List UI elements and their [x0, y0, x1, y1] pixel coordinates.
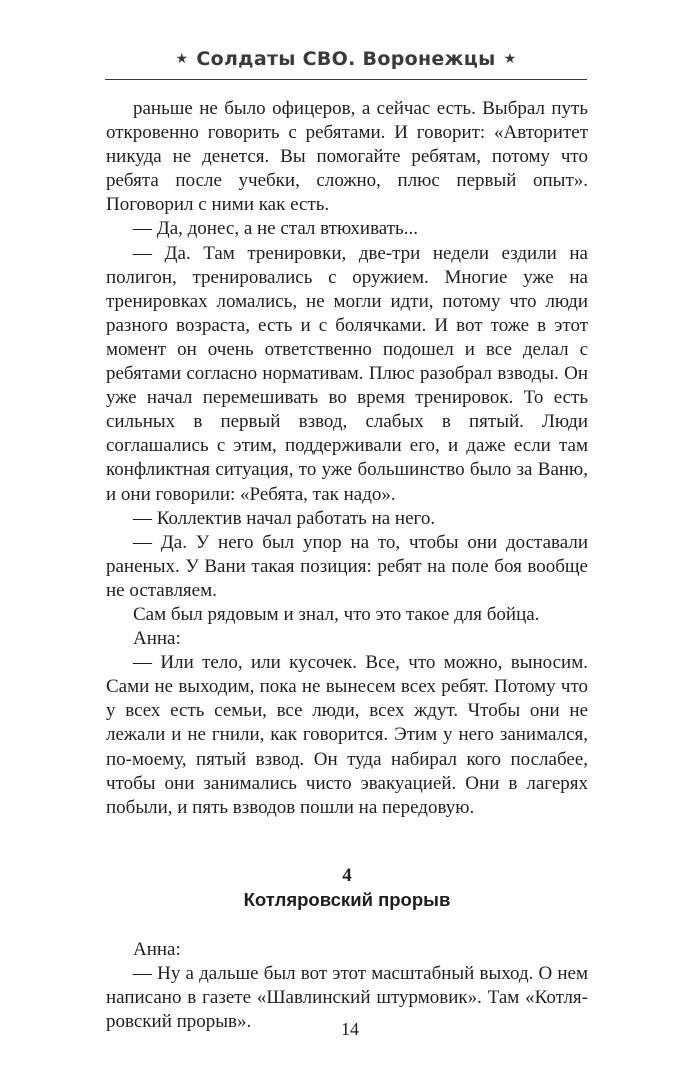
paragraph: — Коллектив начал работать на него.: [133, 507, 436, 529]
paragraph: — Или тело, или кусочек. Все, что можно, выносим. Сами не выходим, пока не вынесем всех ребят. Потому что у всех есть семьи, все люди, всех ждут. Чтобы они не лежали и не гнили, как говорится. Этим у него занимался, по-моему, пятый взвод. Он туда набирал кого послабее, чтобы они занимались чисто эвакуацией. Они в лагерях побыли, и пять взводов пошли на передовую.: [106, 652, 588, 818]
header-rule: [105, 79, 587, 80]
paragraph: — Да. У него был упор на то, чтобы они доставали раненых. У Вани такая позиция: ребят на поле боя вообще не оставляем.: [106, 531, 588, 601]
running-header: [105, 48, 587, 70]
star-right-icon: ★: [503, 51, 517, 67]
chapter-number: 4: [342, 864, 352, 886]
paragraph: — Да. Там тренировки, две-три недели ездили на полигон, тренировались с оружием. Многие уже на тренировках ломались, не могли идти, потому что люди разного возраста, есть и с болячками. И вот тоже в этот момент он очень ответственно подошел и все делал с ребятами согласно нормативам. Плюс разобрал взводы. Он уже начал перемешивать во время тренировок. То есть сильных в первый взвод, слабых в пятый. Люди соглашались с этим, поддерживали его, и даже если там конфликтная ситуация, то уже большинство было за Ваню, и они говорили: «Ребята, так надо».: [106, 242, 588, 505]
paragraph: — Да, донес, а не стал втюхивать...: [133, 218, 418, 240]
paragraph: Анна:: [133, 939, 181, 960]
running-header-title: Солдаты СВО. Воронежцы: [196, 48, 496, 70]
paragraph: раньше не было офицеров, а сейчас есть. Выбрал путь откровенно говорить с ребятами. И говорит: «Авторитет никуда не денется. Вы помогайте ребятам, потому что ребята после учебки, сложно, плюс первый опыт». Поговорил с ними как есть.: [106, 98, 588, 216]
paragraph: Анна:: [133, 628, 181, 650]
body-text: [106, 97, 588, 1034]
page-number: 14: [341, 1019, 359, 1039]
paragraph: — Ну а дальше был вот этот масштабный выход. О нем написано в газете «Шавлинский штурмовик». Там «Котляровский прорыв».: [106, 963, 588, 1033]
star-left-icon: ★: [175, 51, 189, 67]
paragraph: Сам был рядовым и знал, что это такое для бойца.: [133, 603, 540, 625]
chapter-title: Котляровский прорыв: [243, 888, 451, 910]
